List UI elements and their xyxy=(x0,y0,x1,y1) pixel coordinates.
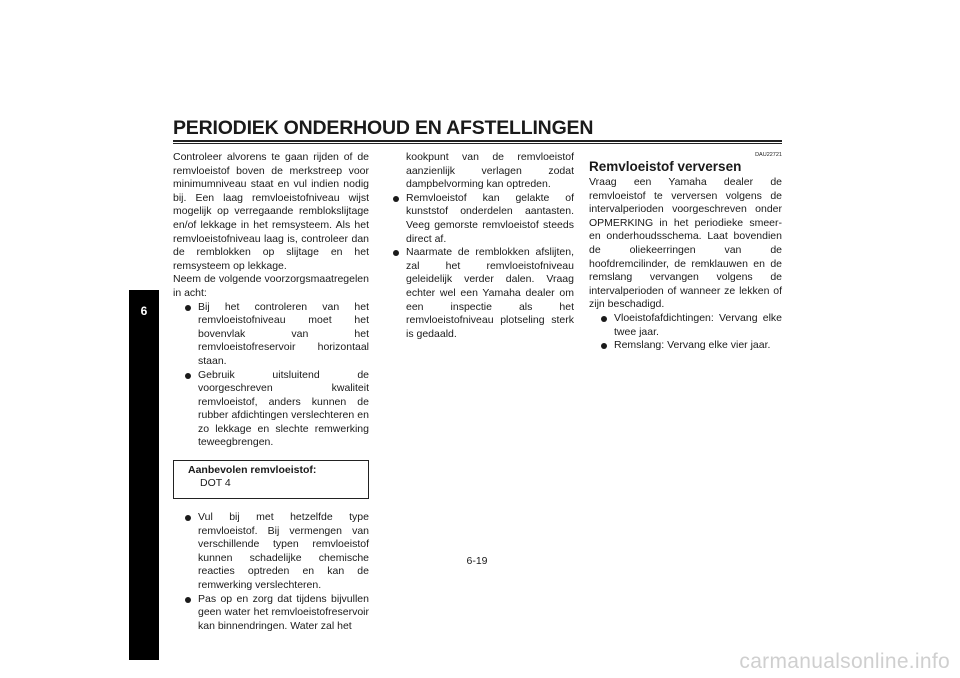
watermark: carmanualsonline.info xyxy=(739,650,950,673)
list-item-text: Gebruik uitsluitend de voorgeschreven kwaliteit remvloeistof, anders kunnen de rubber afdichtingen verslechteren en zo lekkage en slechte remwerking teweegbrengen. xyxy=(198,368,369,449)
chapter-tab xyxy=(129,290,159,660)
list-item xyxy=(173,593,369,634)
list-item xyxy=(392,192,574,246)
list-item-text: Remslang: Vervang elke vier jaar. xyxy=(614,339,771,352)
list-item xyxy=(589,312,782,339)
header-rule-thin xyxy=(173,143,782,144)
bullet-icon xyxy=(393,196,399,202)
bullet-icon xyxy=(185,373,191,379)
list-item xyxy=(589,339,782,353)
bullet-icon xyxy=(601,343,607,349)
paragraph-replace-fluid: Vraag een Yamaha dealer de remvloeistof te verversen volgens de intervalperioden voorgeschreven onder OPMERKING in het periodieke smeer- en onderhoudsschema. Laat bovendien de oliekeerringen van de hoofdremcilinder, de remklauwen en de remslang vervangen volgens de intervalperioden of wanneer ze lekken of zijn beschadigd. xyxy=(589,176,782,311)
list-item-text: Remvloeistof kan gelakte of kunststof onderdelen aantasten. Veeg gemorste remvloeistof steeds direct af. xyxy=(406,191,574,245)
bullet-icon xyxy=(185,515,191,521)
list-item xyxy=(392,246,574,341)
list-item xyxy=(173,511,369,593)
column-2 xyxy=(392,151,574,341)
document-code: DAU22721 xyxy=(755,152,782,158)
bullet-icon xyxy=(185,597,191,603)
bullet-icon xyxy=(185,305,191,311)
spec-box xyxy=(173,460,369,499)
paragraph-precautions: Neem de volgende voorzorgsmaatregelen in acht: xyxy=(173,273,369,299)
page-title: PERIODIEK ONDERHOUD EN AFSTELLINGEN xyxy=(173,117,594,139)
list-item-text: Naarmate de remblokken afslijten, zal het remvloeistofniveau geleidelijk verder dalen. Vraag echter wel een Yamaha dealer om een inspectie als het remvloeistofniveau plotseling sterk is gedaald. xyxy=(406,246,574,340)
list-item-text: Pas op en zorg dat tijdens bijvullen geen water het remvloeistofreservoir kan binnendringen. Water zal het xyxy=(198,592,369,632)
paragraph-check-level: Controleer alvorens te gaan rijden of de remvloeistof boven de merkstreep voor minimumniveau staat en vul indien nodig bij. Een laag remvloeistofniveau wijst mogelijk op verregaande remblokslijtage en/of lekkage in het remsysteem. Als het remvloeistofniveau laag is, controleer dan de remblokken op slijtage en het remsysteem op lekkage. xyxy=(173,151,369,272)
page-number: 6-19 xyxy=(466,555,488,567)
spec-value: DOT 4 xyxy=(200,477,231,490)
spec-title: Aanbevolen remvloeistof: xyxy=(188,464,317,477)
bullet-icon xyxy=(393,250,399,256)
section-title: Remvloeistof verversen xyxy=(589,159,742,174)
column-3 xyxy=(589,151,782,353)
list-item xyxy=(173,301,369,369)
chapter-number: 6 xyxy=(140,304,148,318)
paragraph-continuation: kookpunt van de remvloeistof aanzienlijk verlagen zodat dampbelvorming kan optreden. xyxy=(406,151,574,191)
column-1 xyxy=(173,151,369,633)
list-item xyxy=(173,369,369,451)
list-item-text: Bij het controleren van het remvloeistofniveau moet het bovenvlak van het remvloeistofreservoir horizontaal staan. xyxy=(198,300,369,367)
list-item-text: Vul bij met hetzelfde type remvloeistof. Bij vermengen van verschillende typen remvloeistof kunnen schadelijke chemische reacties optreden en kan de remwerking verslechteren. xyxy=(198,511,369,592)
bullet-icon xyxy=(601,316,607,322)
list-item-text: Vloeistofafdichtingen: Vervang elke twee jaar. xyxy=(614,311,782,338)
header-rule xyxy=(173,140,782,142)
